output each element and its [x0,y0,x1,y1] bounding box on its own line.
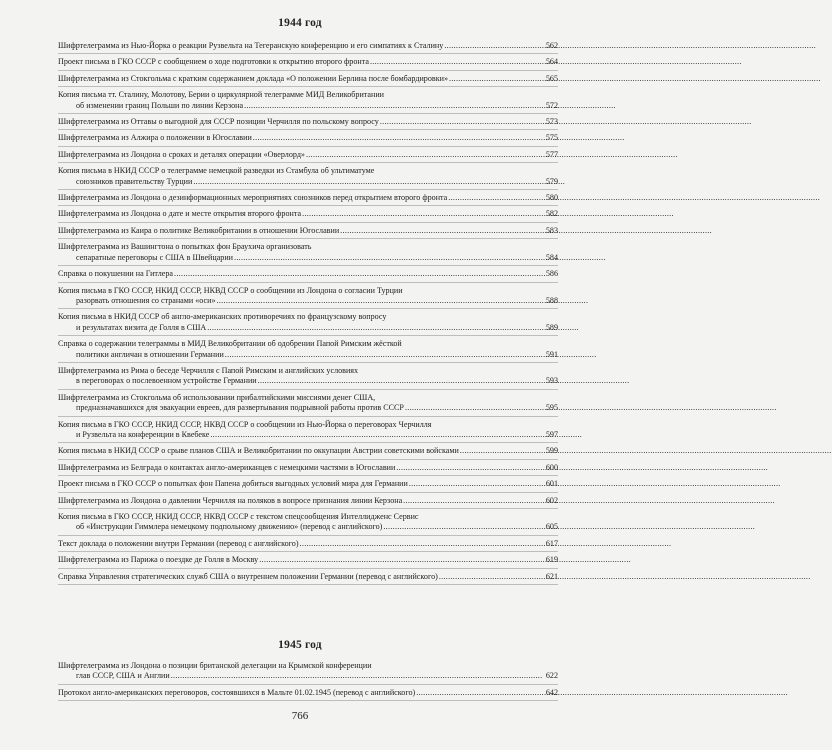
toc-entry [58,476,558,492]
toc-entry [58,552,558,568]
year-heading-1944: 1944 год [278,17,322,29]
toc-list-1944 [58,38,558,585]
toc-entry-page: 573 [545,117,558,127]
toc-entry-title: Копия письма в НКИД СССР об англо-американских противоречиях по французскому вопросу [58,312,387,322]
toc-entry [58,685,558,701]
toc-entry-title: Шифртелеграмма из Лондона о позиции британской делегации на Крымской конференции [58,661,372,670]
toc-entry [58,87,558,114]
toc-list-1945 [58,658,558,701]
toc-entry-title: политики англичан в отношении Германии [76,349,224,359]
toc-entry-page: 601 [545,479,558,489]
toc-entry-title: Копия письма в НКИД СССР о телеграмме немецкой разведки из Стамбула об ультиматуме [58,166,375,176]
toc-entry [58,336,558,363]
dot-leader [409,479,545,489]
dot-leader [171,671,545,681]
toc-entry-title: Шифртелеграмма из Оттавы о выгодной для СССР позиции Черчилля по польскому вопросу [58,117,379,127]
toc-entry-page: 582 [545,209,558,219]
dot-leader [460,446,545,456]
toc-entry-title: Текст доклада о положении внутри Германии (перевод с английского) [58,538,299,548]
toc-entry [58,163,558,190]
dot-leader [439,572,545,582]
toc-entry-page: 605 [545,522,558,532]
dot-leader [174,269,545,279]
toc-entry [58,206,558,222]
toc-entry-title: Протокол англо-американских переговоров, состоявшихся в Мальте 01.02.1945 (перевод с английского) [58,687,416,697]
toc-entry-page: 602 [545,495,558,505]
dot-leader [207,323,545,333]
dot-leader [306,150,545,160]
toc-entry-page: 584 [545,252,558,262]
toc-entry [58,266,558,282]
dot-leader [300,539,545,549]
toc-entry-page: 595 [545,403,558,413]
toc-entry-title: Копия письма тт. Сталину, Молотову, Берии о циркулярной телеграмме МИД Великобритании [58,90,385,100]
toc-entry [58,509,558,536]
toc-entry [58,223,558,239]
toc-entry [58,493,558,509]
dot-leader [340,226,545,236]
toc-entry-title: Шифртелеграмма из Парижа о поездке де Голля в Москву [58,555,259,565]
toc-entry [58,130,558,146]
dot-leader [444,41,545,51]
toc-entry-title: предназначавшихся для эвакуации евреев, для развертывания подрывной работы против СССР [76,403,404,413]
toc-entry-page: 622 [545,671,558,681]
toc-entry [58,283,558,310]
toc-entry-page: 586 [545,269,558,279]
toc-entry-title: Шифртелеграмма из Белграда о контактах англо-американцев с немецкими частями в Югославии [58,462,396,472]
dot-leader [370,57,545,67]
toc-entry-title: Шифртелеграмма из Нью-Йорка о реакции Рузвельта на Тегеранскую конференцию и его симпатиях к Сталину [58,41,444,50]
toc-entry [58,443,558,459]
toc-entry-page: 575 [545,133,558,143]
toc-entry-title: об изменении границ Польши по линии Керзона [76,100,244,110]
toc-entry [58,658,558,685]
dot-leader [448,193,545,203]
toc-entry-page: 642 [545,687,558,697]
toc-entry-page: 621 [545,571,558,581]
toc-entry [58,38,558,54]
toc-entry [58,569,558,585]
toc-entry-page: 562 [545,41,558,50]
toc-entry-page: 591 [545,349,558,359]
toc-entry-title: Шифртелеграмма из Вашингтона о попытках фон Браухича организовать [58,242,312,252]
toc-entry [58,363,558,390]
toc-entry-page: 617 [545,538,558,548]
toc-entry-page: 577 [545,149,558,159]
toc-entry-title: Шифртелеграмма из Лондона о дезинформационных мероприятиях союзников перед открытием второго фронта [58,193,448,203]
dot-leader [416,688,545,698]
toc-entry [58,114,558,130]
toc-entry-page: 599 [545,446,558,456]
dot-leader [396,463,545,473]
page-number: 766 [291,710,309,722]
toc-entry [58,190,558,206]
toc-entry-page: 600 [545,462,558,472]
toc-entry-page: 589 [545,322,558,332]
toc-entry-title: Шифртелеграмма из Стокгольма об использовании прибалтийскими миссиями денег США, [58,392,376,402]
toc-entry-title: об «Инструкции Гиммлера немецкому подпольному движению» (перевод с английского) [76,522,383,532]
toc-entry-title: союзников правительству Турции [76,176,193,186]
toc-entry-page: 565 [545,73,558,83]
toc-entry-title: в переговорах о послевоенном устройстве Германии [76,376,257,386]
dot-leader [380,117,545,127]
year-heading-1945: 1945 год [278,639,322,651]
toc-entry-page: 572 [545,100,558,110]
toc-entry-title: Справка о покушении на Гитлера [58,269,174,279]
toc-entry-title: Копия письма в ГКО СССР, НКИД СССР, НКВД СССР о сообщении из Лондона о согласии Турции [58,285,403,295]
dot-leader [217,296,545,306]
toc-entry-title: Шифртелеграмма из Лондона о сроках и деталях операции «Оверлорд» [58,149,305,159]
toc-entry [58,239,558,266]
toc-entry-title: и Рузвельта на конференции в Квебеке [76,429,210,439]
dot-leader [383,522,545,532]
toc-entry [58,147,558,163]
toc-entry-title: Справка о содержании телеграммы в МИД Великобритании об одобрении Папой Римским жёсткой [58,339,402,349]
dot-leader [244,101,545,111]
toc-entry [58,390,558,417]
toc-entry-title: Справка Управления стратегических служб США о внутреннем положении Германии (перевод с английского) [58,571,438,581]
toc-entry [58,536,558,552]
toc-entry-title: Проект письма в ГКО СССР о попытках фон Папена добиться выгодных условий мира для Германии [58,479,408,489]
toc-entry-title: Шифртелеграмма из Алжира о положении в Югославии [58,133,252,143]
dot-leader [225,350,545,360]
toc-entry-title: Проект письма в ГКО СССР с сообщением о ходе подготовки к открытию второго фронта [58,57,369,67]
toc-entry-title: сепаратные переговоры с США в Швейцарии [76,252,233,262]
dot-leader [405,403,545,413]
dot-leader [259,555,545,565]
dot-leader [234,253,545,263]
toc-entry-page: 564 [545,57,558,67]
toc-entry-title: глав СССР, США и Англии [76,671,170,681]
toc-entry-title: Шифртелеграмма из Рима о беседе Черчилля с Папой Римским и английских условиях [58,365,359,375]
dot-leader [253,133,545,143]
dot-leader [403,496,545,506]
toc-entry-page: 593 [545,376,558,386]
toc-entry-page: 619 [545,555,558,565]
dot-leader [258,376,545,386]
toc-entry-page: 579 [545,176,558,186]
toc-entry-page: 597 [545,429,558,439]
toc-entry-page: 580 [545,193,558,203]
dot-leader [193,177,545,187]
dot-leader [449,74,545,84]
toc-entry-title: Копия письма в ГКО СССР, НКИД СССР, НКВД СССР с текстом спецсообщения Интеллидженс Сервис [58,512,419,521]
toc-entry [58,54,558,70]
toc-entry-title: Шифртелеграмма из Каира о политике Великобритании в отношении Югославии [58,225,340,235]
toc-entry-page: 583 [545,225,558,235]
toc-entry-title: Шифртелеграмма из Лондона о дате и месте открытия второго фронта [58,209,302,219]
toc-entry-title: и результатах визита де Голля в США [76,322,207,332]
toc-entry-title: Шифртелеграмма из Стокгольма с кратким содержанием доклада «О положении Берлина после бомбардировки» [58,73,449,83]
toc-entry [58,460,558,476]
dot-leader [302,209,545,219]
toc-entry [58,71,558,87]
toc-entry [58,417,558,444]
toc-entry-title: разорвать отношения со странами «оси» [76,295,216,305]
toc-entry-title: Копия письма в НКИД СССР о срыве планов США и Великобритании по оккупации Австрии советскими войсками [58,446,459,456]
toc-entry-title: Шифртелеграмма из Лондона о давлении Черчилля на поляков в вопросе признания линии Керзона [58,495,403,505]
dot-leader [210,430,545,440]
toc-entry-title: Копия письма в ГКО СССР, НКИД СССР, НКВД СССР о сообщении из Нью-Йорка о переговорах Черчилля [58,419,432,429]
toc-entry-page: 588 [545,295,558,305]
toc-entry [58,309,558,336]
